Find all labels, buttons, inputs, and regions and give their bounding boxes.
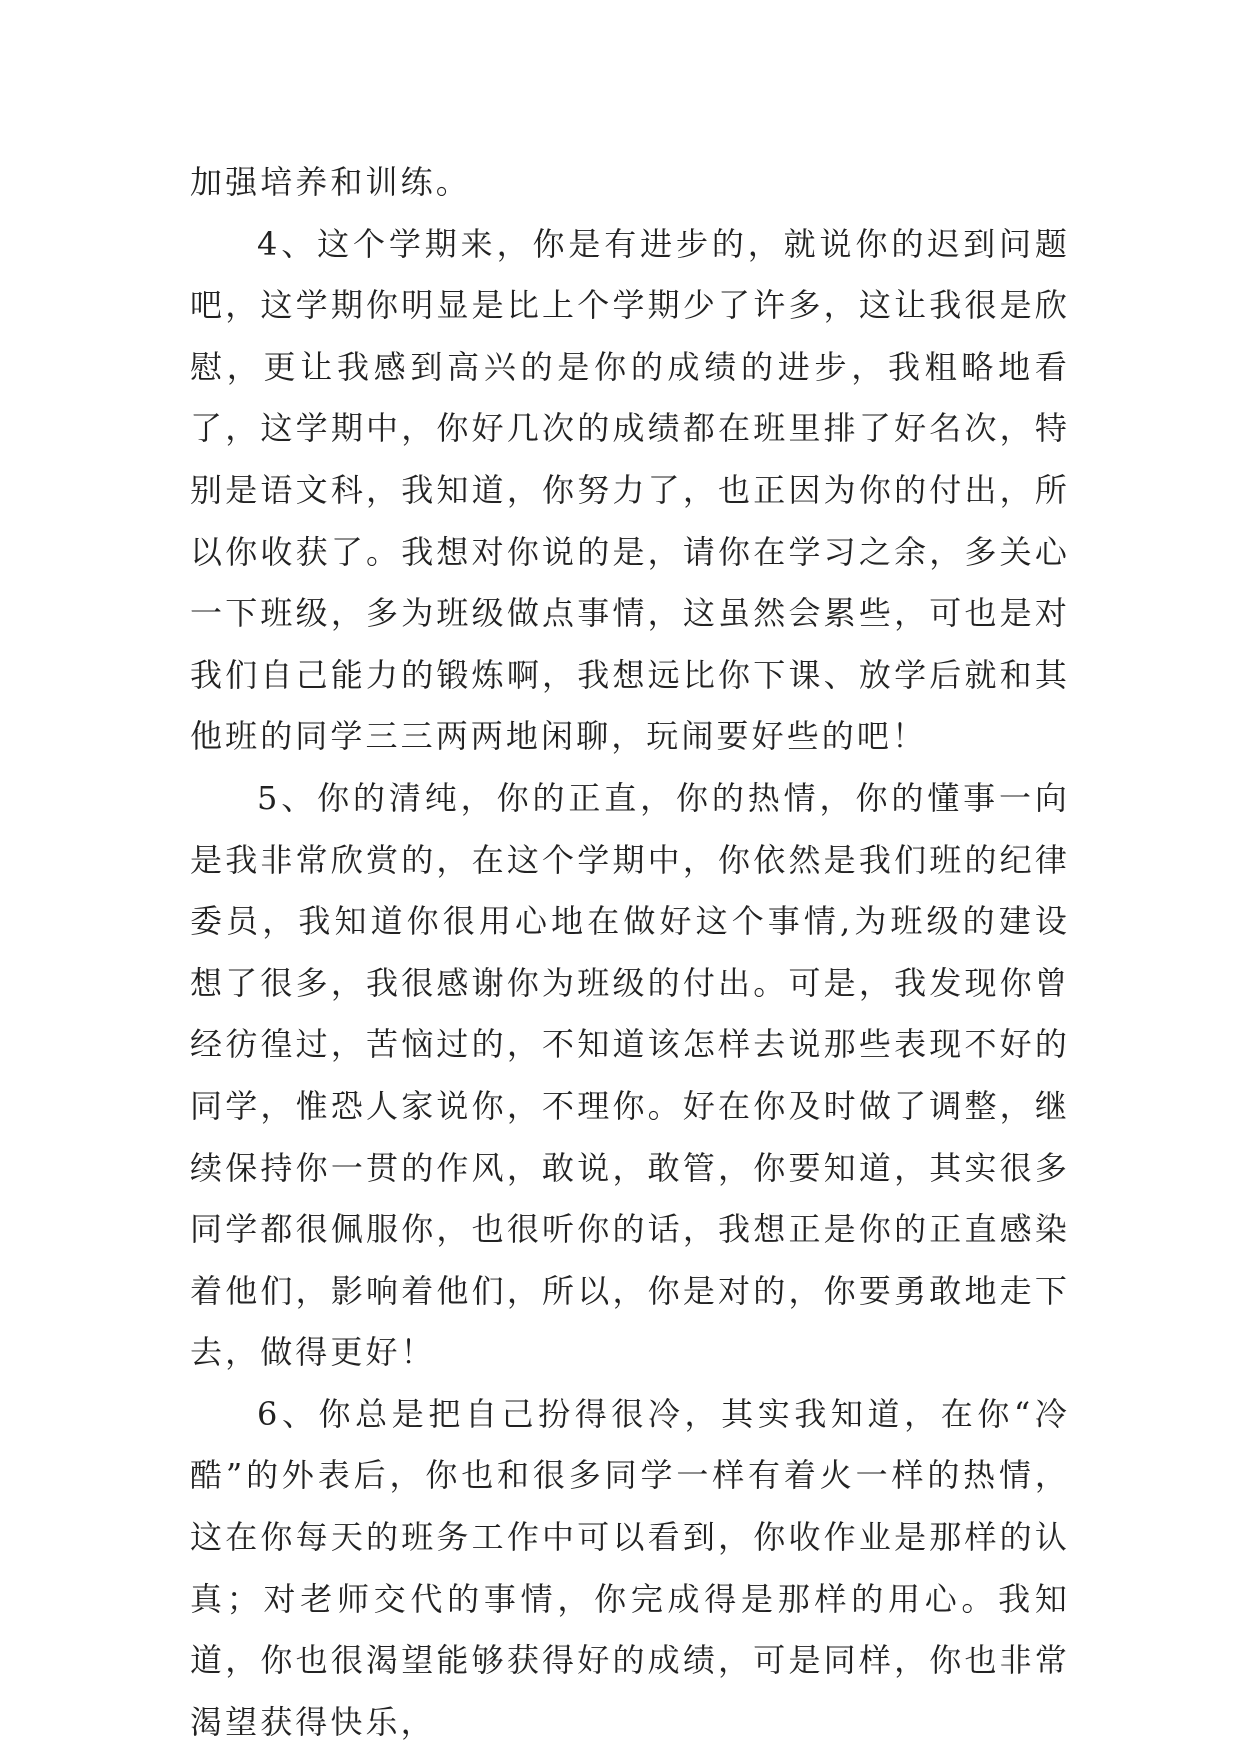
paragraph-item-5: 5、你的清纯，你的正直，你的热情，你的懂事一向是我非常欣赏的，在这个学期中，你依然是我们班的纪律委员，我知道你很用心地在做好这个事情,为班级的建设想了很多，我很感谢你为班级的付出。可是，我发现你曾经彷徨过，苦恼过的，不知道该怎样去说那些表现不好的同学，惟恐人家说你，不理你。好在你及时做了调整，继续保持你一贯的作风，敢说，敢管，你要知道，其实很多同学都很佩服你，也很听你的话，我想正是你的正直感染着他们，影响着他们，所以，你是对的，你要勇敢地走下去，做得更好！ <box>190 778 1070 1372</box>
paragraph-closing-line: 加强培养和训练。 <box>190 163 471 201</box>
paragraph-item-4: 4、这个学期来，你是有进步的，就说你的迟到问题吧，这学期你明显是比上个学期少了许多，这让我很是欣慰，更让我感到高兴的是你的成绩的进步，我粗略地看了，这学期中，你好几次的成绩都在班里排了好名次，特别是语文科，我知道，你努力了，也正因为你的付出，所以你收获了。我想对你说的是，请你在学习之余，多关心一下班级，多为班级做点事情，这虽然会累些，可也是对我们自己能力的锻炼啊，我想远比你下课、放学后就和其他班的同学三三两两地闲聊，玩闹要好些的吧！ <box>190 224 1070 756</box>
document-page <box>190 152 1070 1753</box>
paragraph-item-6: 6、你总是把自己扮得很冷，其实我知道，在你“冷酷”的外表后，你也和很多同学一样有着火一样的热情，这在你每天的班务工作中可以看到，你收作业是那样的认真；对老师交代的事情，你完成得是那样的用心。我知道，你也很渴望能够获得好的成绩，可是同样，你也非常渴望获得快乐， <box>190 1394 1070 1741</box>
